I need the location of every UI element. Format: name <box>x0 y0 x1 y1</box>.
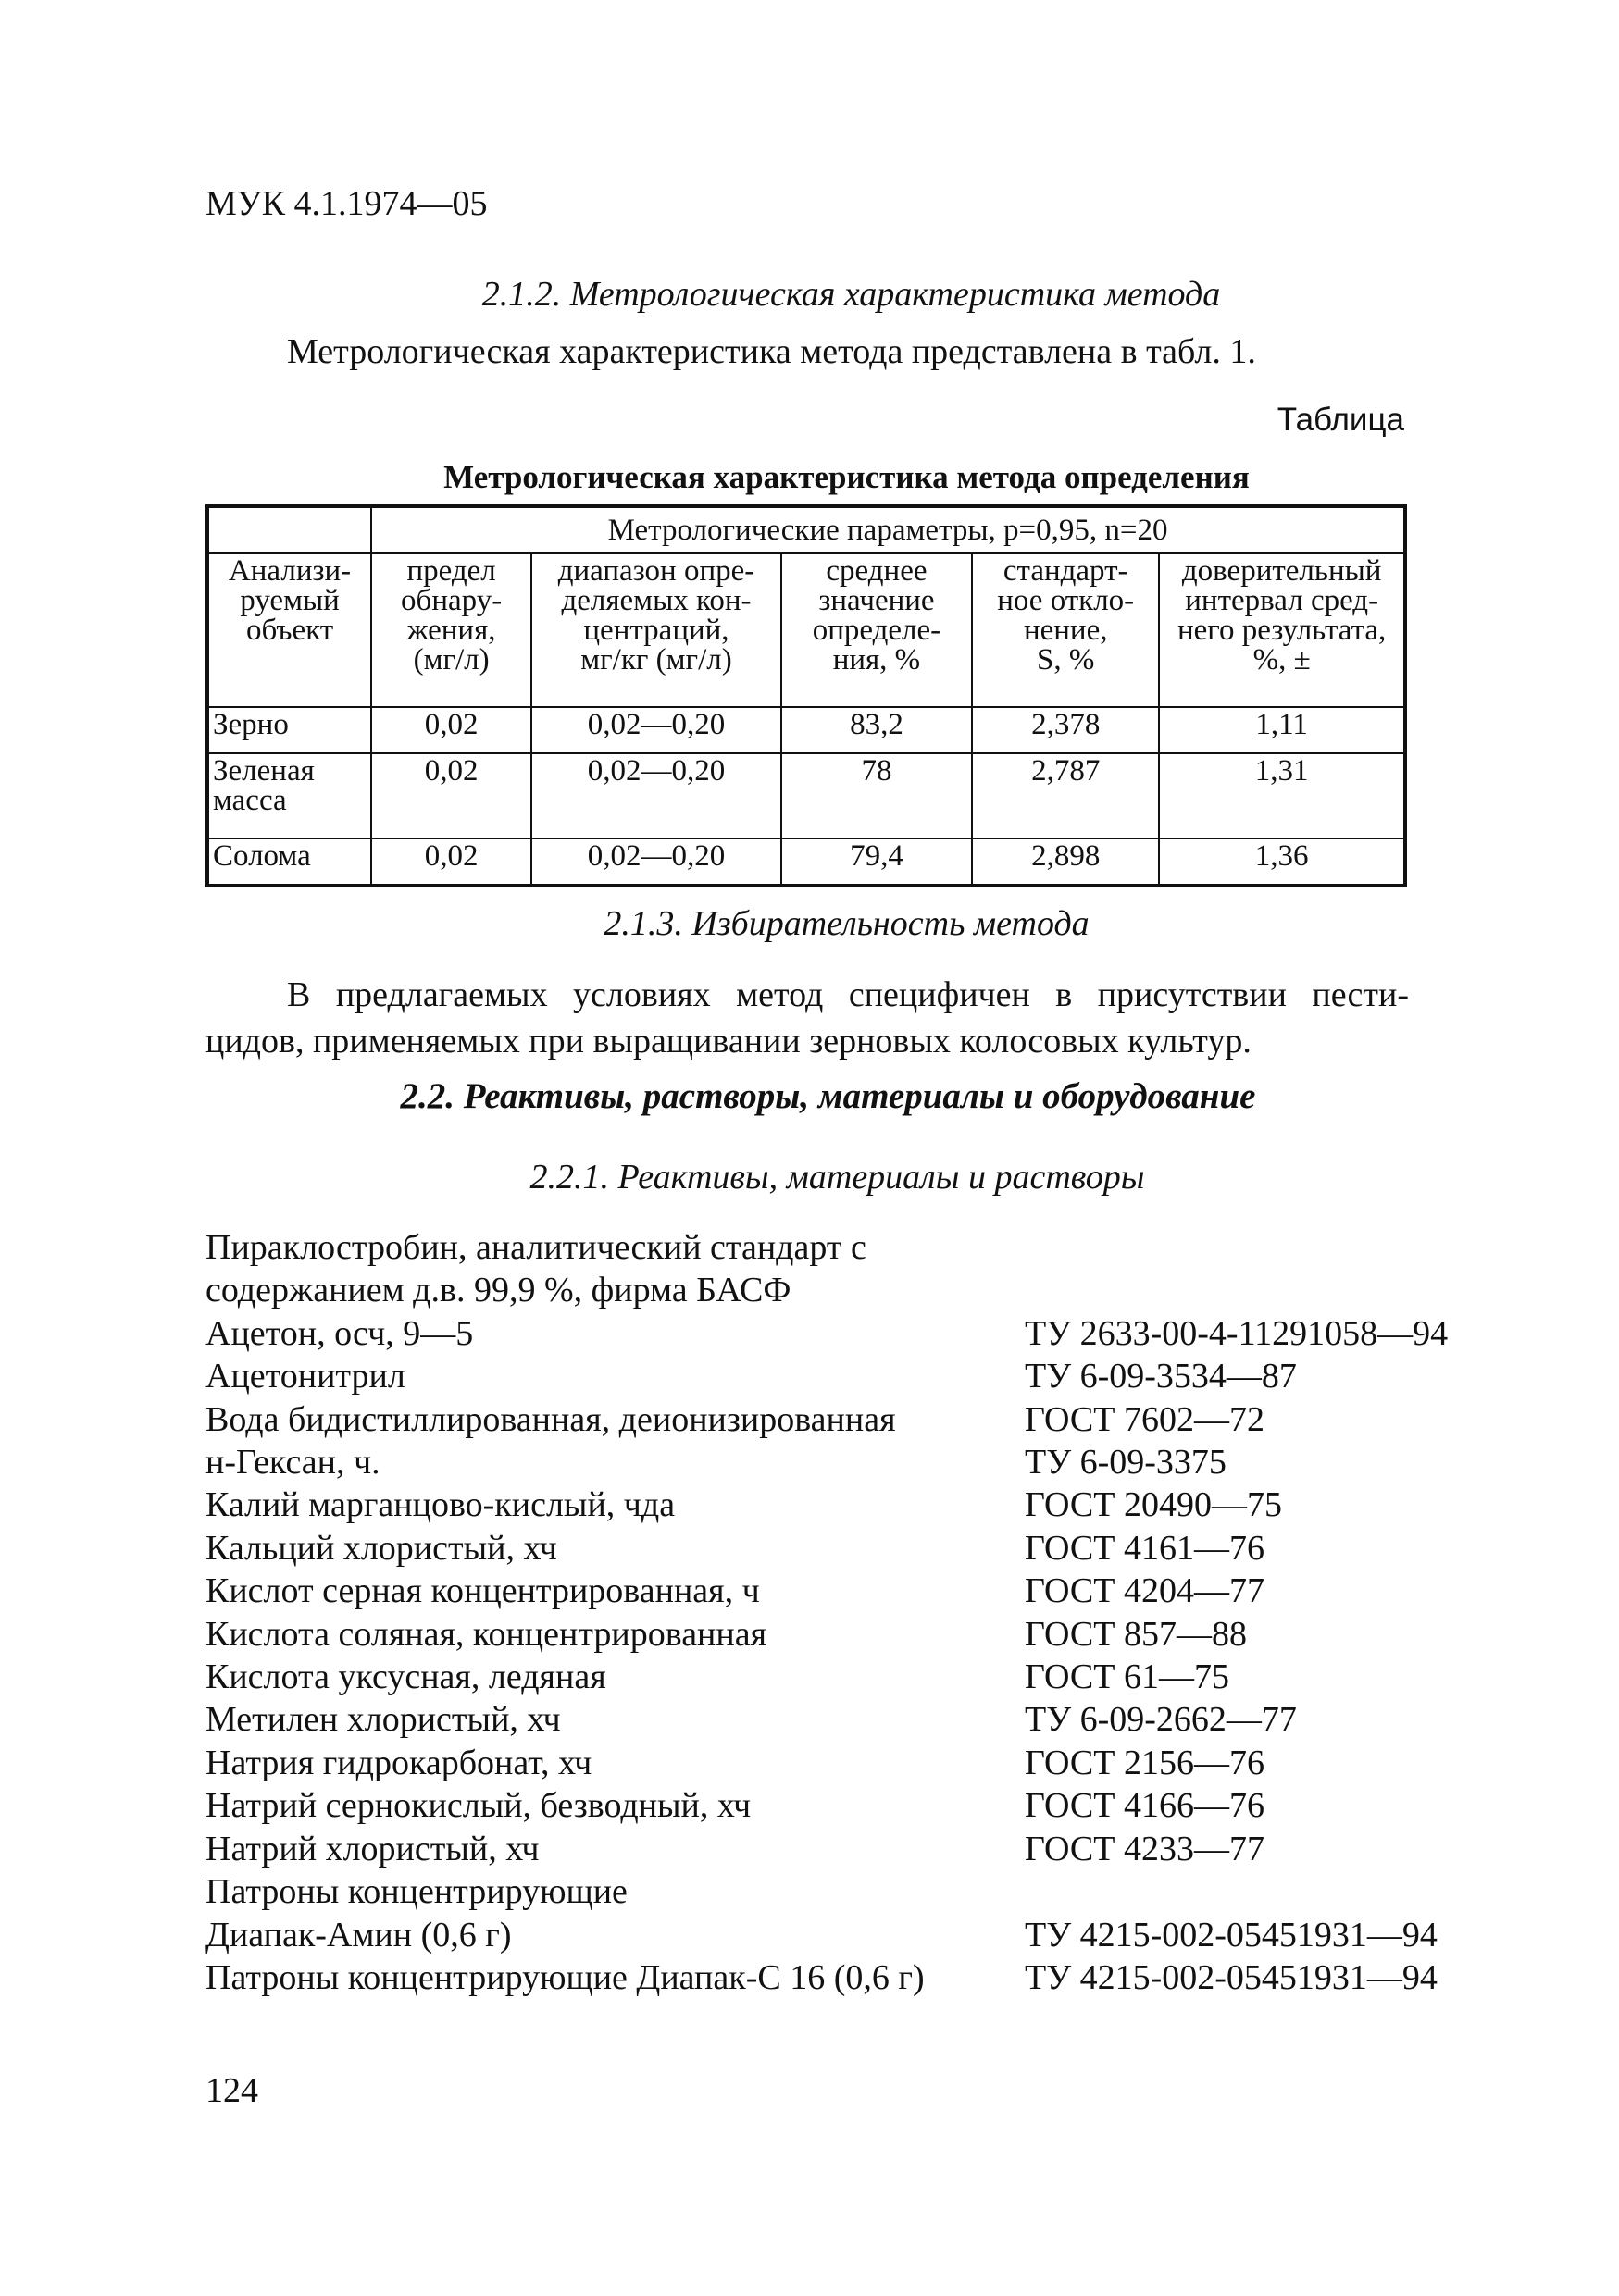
reagent-standard-code: ТУ 4215-002-05451931—94 <box>1025 1915 1438 1955</box>
table-span-header-row <box>207 506 1405 553</box>
table-cell-value: 0,02—0,20 <box>531 838 781 886</box>
reagent-name: Вода бидистиллированная, деионизированная <box>205 1399 896 1439</box>
document-header: МУК 4.1.1974—05 <box>205 184 488 223</box>
column-header-object: Анализи- руемый объект <box>207 553 371 707</box>
column-header-range: диапазон опре- деляемых кон- центраций, мг/кг (мг/л) <box>531 553 781 707</box>
reagent-name: Патроны концентрирующие Диапак-С 16 (0,6 г) <box>205 1957 925 1997</box>
list-item <box>205 1441 1464 1483</box>
reagent-name: содержанием д.в. 99,9 %, фирма БАСФ <box>205 1271 791 1310</box>
table-cell-value: 2,378 <box>972 707 1159 753</box>
table-cell-object: Зеленая масса <box>207 753 371 838</box>
reagent-standard-code: ГОСТ 7602—72 <box>1025 1399 1264 1439</box>
reagents-list <box>205 1226 1464 1999</box>
table-span-header: Метрологические параметры, p=0,95, n=20 <box>371 506 1405 553</box>
table-cell-value: 0,02—0,20 <box>531 707 781 753</box>
column-header-mean: среднее значение определе- ния, % <box>781 553 972 707</box>
table-row <box>207 838 1405 886</box>
section-heading-2-1-2: 2.1.2. Метрологическая характеристика метода <box>481 275 1221 314</box>
list-item <box>205 1398 1464 1441</box>
column-header-detection-limit: предел обнару- жения, (мг/л) <box>371 553 531 707</box>
reagent-name: н-Гексан, ч. <box>205 1443 380 1483</box>
list-item <box>205 1613 1464 1656</box>
list-item <box>205 1527 1464 1570</box>
table-cell-value: 79,4 <box>781 838 972 886</box>
table-title: Метрологическая характеристика метода определения <box>443 459 1250 495</box>
reagent-name: Натрий сернокислый, безводный, хч <box>205 1786 752 1826</box>
reagent-name: Кислота соляная, концентрированная <box>205 1614 767 1654</box>
page-number: 124 <box>205 2071 258 2110</box>
reagent-standard-code: ГОСТ 4166—76 <box>1025 1786 1264 1826</box>
table-cell-value: 0,02 <box>371 707 531 753</box>
list-item <box>205 1956 1464 1999</box>
table-cell-value: 0,02 <box>371 838 531 886</box>
list-item <box>205 1570 1464 1612</box>
list-item <box>205 1656 1464 1698</box>
table-cell-value: 1,31 <box>1159 753 1405 838</box>
reagent-standard-code: ТУ 6-09-3375 <box>1025 1443 1227 1483</box>
table-row <box>207 707 1405 753</box>
reagent-name: Натрий хлористый, хч <box>205 1829 540 1868</box>
table-body <box>207 707 1405 886</box>
list-item <box>205 1483 1464 1526</box>
reagent-standard-code: ТУ 6-09-2662—77 <box>1025 1700 1297 1740</box>
list-item <box>205 1828 1464 1870</box>
reagent-name: Ацетон, осч, 9—5 <box>205 1313 474 1353</box>
table-cell-value: 1,36 <box>1159 838 1405 886</box>
reagent-name: Метилен хлористый, хч <box>205 1700 561 1740</box>
reagent-standard-code: ГОСТ 2156—76 <box>1025 1743 1264 1782</box>
reagent-standard-code: ТУ 2633-00-4-11291058—94 <box>1025 1313 1449 1353</box>
reagent-name: Диапак-Амин (0,6 г) <box>205 1915 512 1955</box>
paragraph-line-1: В предлагаемых условиях метод специфичен в присутствии пести- <box>287 975 1409 1014</box>
metrology-table <box>205 504 1407 887</box>
column-header-std-dev: стандарт- ное откло- нение, S, % <box>972 553 1159 707</box>
section-intro-text: Метрологическая характеристика метода представлена в табл. 1. <box>287 332 1256 371</box>
selectivity-paragraph <box>205 972 1409 1064</box>
table-cell-value: 2,898 <box>972 838 1159 886</box>
list-item <box>205 1269 1464 1311</box>
table-row <box>207 753 1405 838</box>
reagent-standard-code: ГОСТ 20490—75 <box>1025 1485 1282 1525</box>
table-cell-value: 78 <box>781 753 972 838</box>
reagent-name: Ацетонитрил <box>205 1357 405 1396</box>
section-heading-2-2-1: 2.2.1. Реактивы, материалы и растворы <box>529 1158 1145 1197</box>
table-cell-value: 1,11 <box>1159 707 1405 753</box>
reagent-name: Кальций хлористый, хч <box>205 1528 557 1568</box>
list-item <box>205 1698 1464 1741</box>
paragraph-line-2: цидов, применяемых при выращивании зерновых колосовых культур. <box>205 1022 1252 1061</box>
reagent-standard-code: ГОСТ 61—75 <box>1025 1657 1229 1697</box>
table-cell-value: 2,787 <box>972 753 1159 838</box>
table-cell-value: 83,2 <box>781 707 972 753</box>
column-header-confidence-interval: доверительный интервал сред- него результата, %, ± <box>1159 553 1405 707</box>
section-heading-2-2: 2.2. Реактивы, растворы, материалы и оборудование <box>400 1076 1256 1116</box>
list-item <box>205 1312 1464 1355</box>
reagent-standard-code: ГОСТ 4204—77 <box>1025 1571 1264 1611</box>
reagent-standard-code: ТУ 6-09-3534—87 <box>1025 1357 1297 1396</box>
list-item <box>205 1870 1464 1913</box>
list-item <box>205 1914 1464 1956</box>
reagent-standard-code: ГОСТ 4233—77 <box>1025 1829 1264 1868</box>
reagent-name: Пираклостробин, аналитический стандарт с <box>205 1228 866 1267</box>
table-cell-value: 0,02 <box>371 753 531 838</box>
reagent-standard-code: ТУ 4215-002-05451931—94 <box>1025 1957 1438 1997</box>
table-cell-object: Солома <box>207 838 371 886</box>
table-corner-cell <box>207 506 371 553</box>
list-item <box>205 1784 1464 1827</box>
reagent-name: Кислота уксусная, ледяная <box>205 1657 606 1697</box>
table-cell-value: 0,02—0,20 <box>531 753 781 838</box>
list-item <box>205 1742 1464 1784</box>
reagent-standard-code: ГОСТ 4161—76 <box>1025 1528 1264 1568</box>
reagent-name: Кислот серная концентрированная, ч <box>205 1571 760 1611</box>
table-label: Таблица <box>1277 402 1404 438</box>
reagent-name: Натрия гидрокарбонат, хч <box>205 1743 592 1782</box>
reagent-name: Патроны концентрирующие <box>205 1872 628 1912</box>
list-item <box>205 1355 1464 1397</box>
section-heading-2-1-3: 2.1.3. Избирательность метода <box>604 904 1090 943</box>
reagent-name: Калий марганцово-кислый, чда <box>205 1485 676 1525</box>
reagent-standard-code: ГОСТ 857—88 <box>1025 1614 1247 1654</box>
table-cell-object: Зерно <box>207 707 371 753</box>
table-header-row <box>207 553 1405 707</box>
list-item <box>205 1226 1464 1269</box>
